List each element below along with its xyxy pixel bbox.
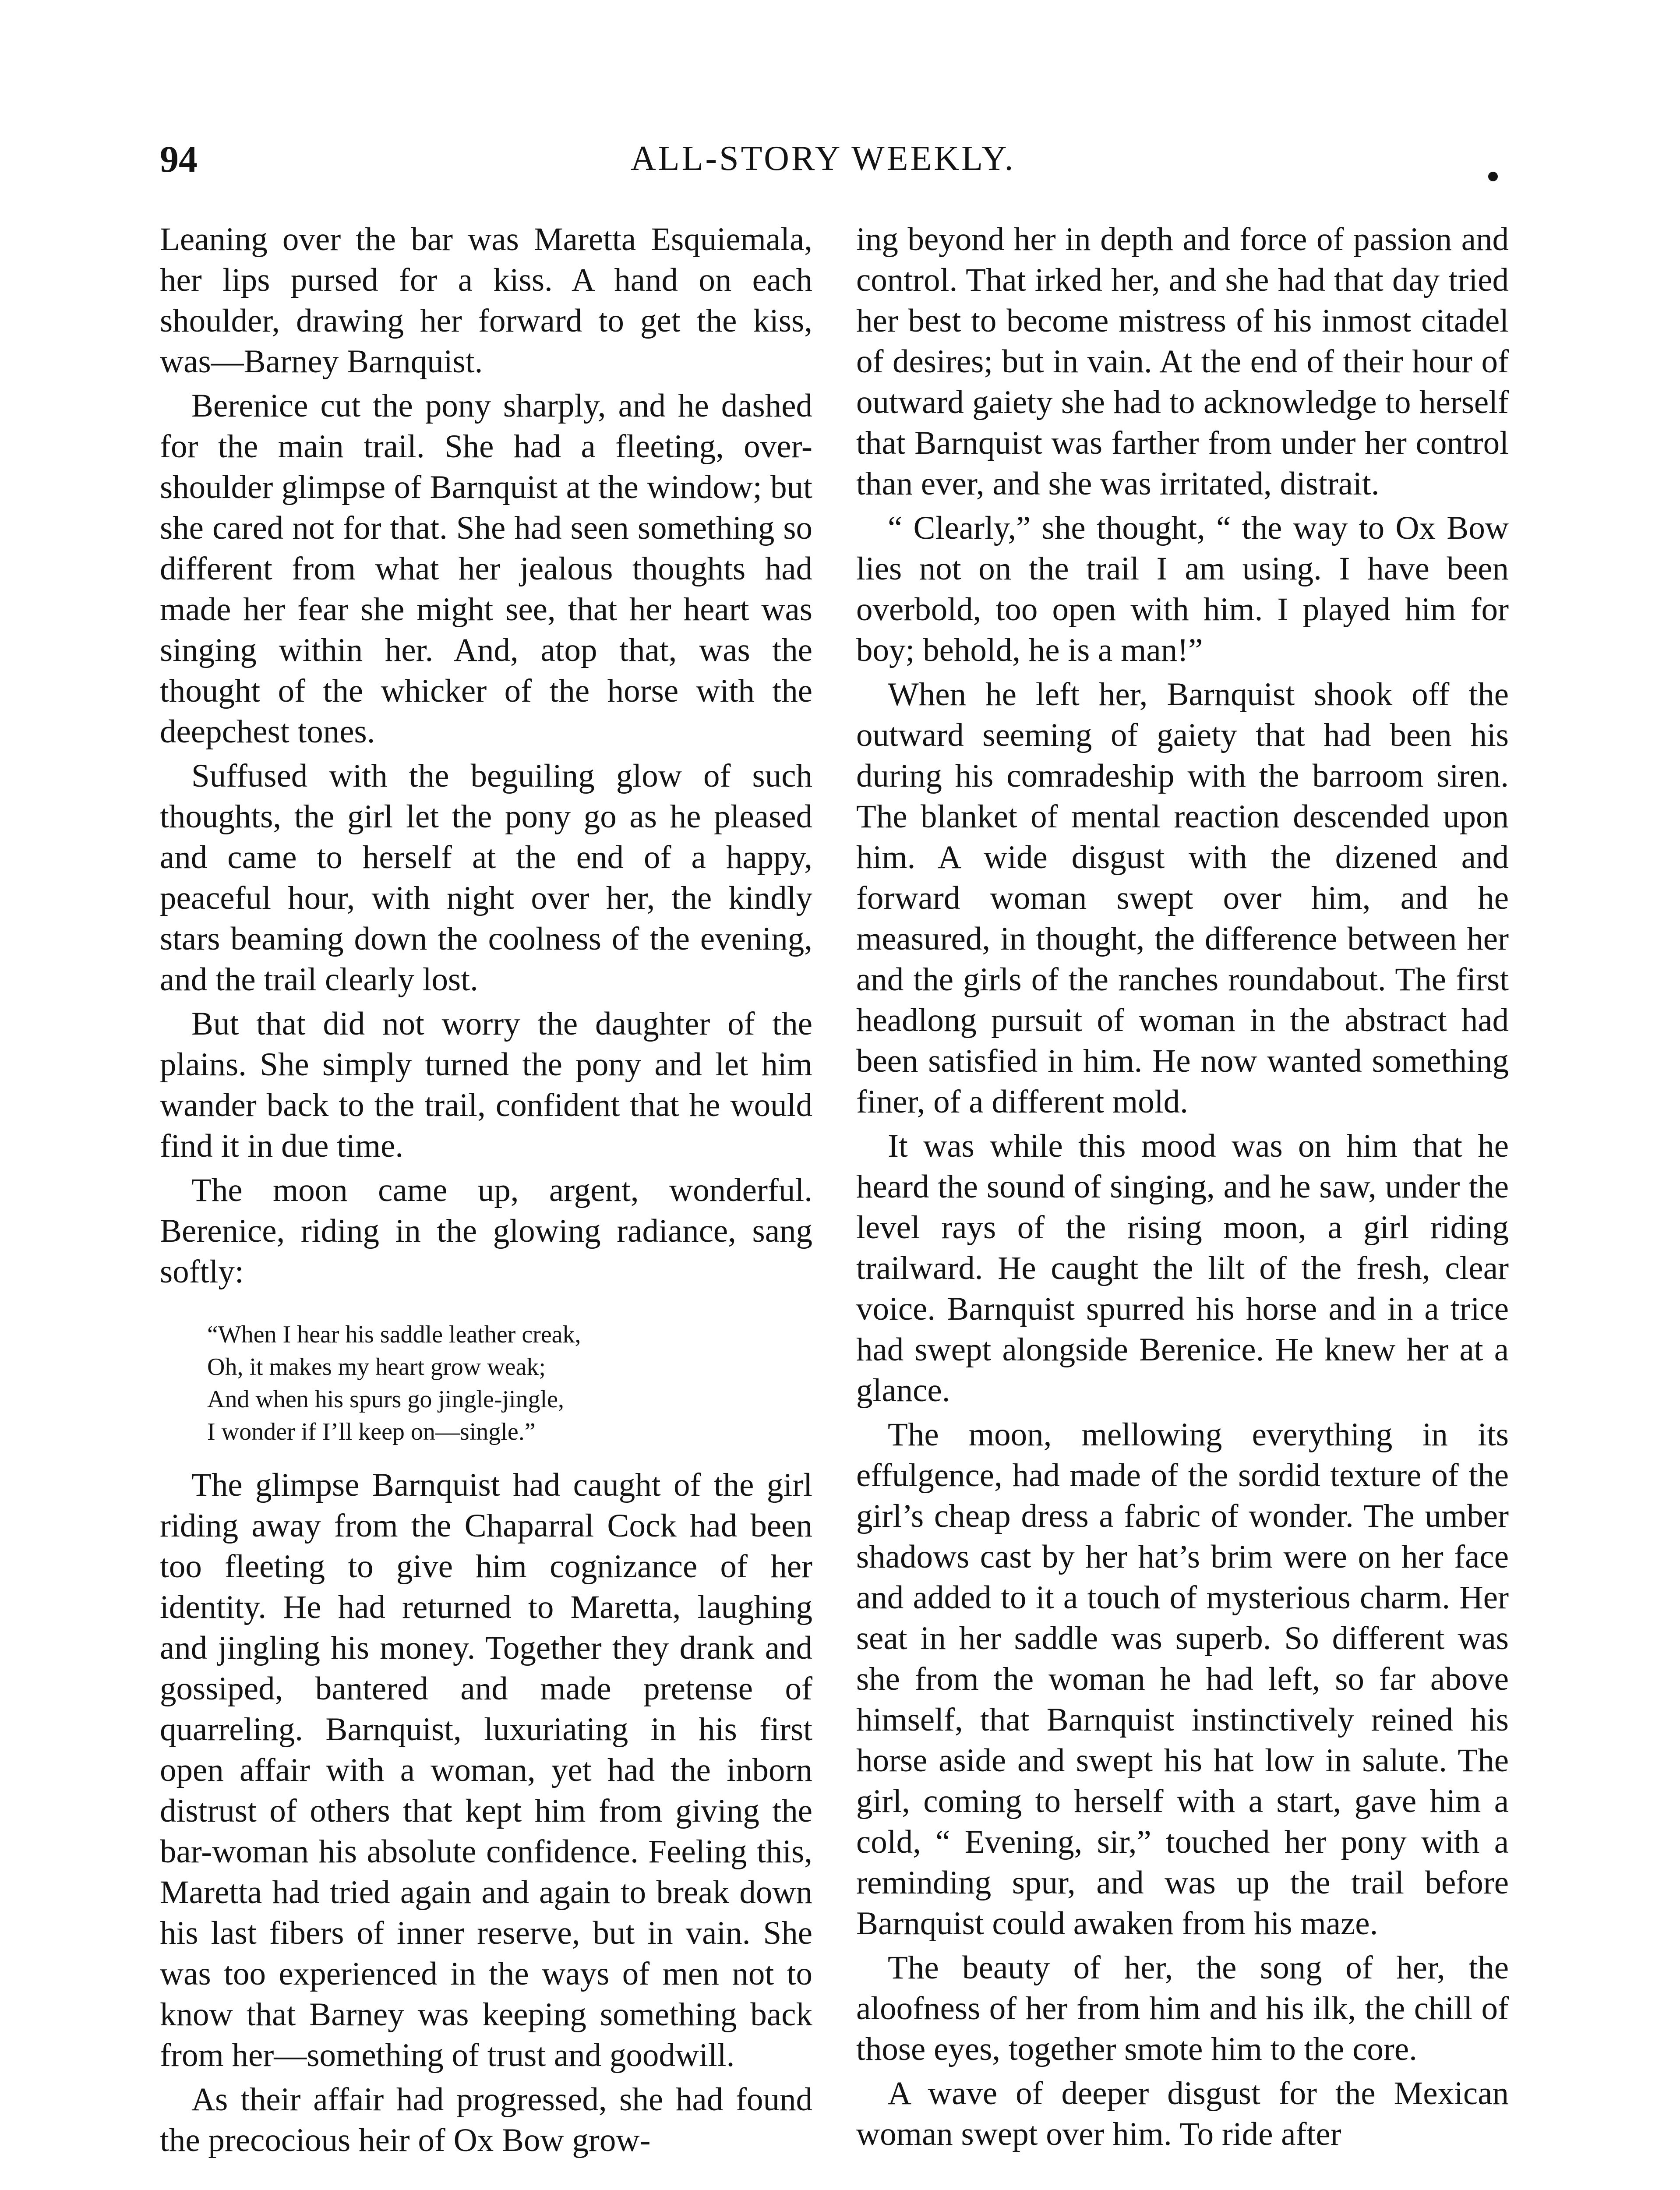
song-line: “When I hear his saddle leather creak, bbox=[207, 1321, 581, 1348]
song-verse bbox=[207, 1318, 812, 1448]
paragraph: But that did not worry the daughter of the plains. She simply turned the pony and let him wander back to the trail, confident that he would find it in due time. bbox=[160, 1006, 812, 1164]
right-column bbox=[856, 219, 1509, 2155]
song-line: I wonder if I’ll keep on—single.” bbox=[207, 1418, 536, 1445]
paragraph: Leaning over the bar was Maretta Esquiemala, her lips pursed for a kiss. A hand on each shoulder, drawing her forward to get the kiss, was—Barney Barnquist. bbox=[160, 221, 812, 380]
paragraph: When he left her, Barnquist shook off the outward seeming of gaiety that had been his during his comradeship with the barroom siren. The blanket of mental reaction descended upon him. A wide disgust with the dizened and forward woman swept over him, and he measured, in thought, the difference between her and the girls of the ranches roundabout. The first headlong pursuit of woman in the abstract had been satisfied in him. He now wanted something finer, of a different mold. bbox=[856, 676, 1509, 1120]
paragraph: A wave of deeper disgust for the Mexican woman swept over him. To ride after bbox=[856, 2075, 1509, 2152]
paragraph: The glimpse Barnquist had caught of the girl riding away from the Chaparral Cock had been too fleeting to give him cognizance of her identity. He had returned to Maretta, laughing and jingling his money. Together they drank and gossiped, bantered and made pretense of quarreling. Barnquist, luxuriating in his first open affair with a woman, yet had the inborn distrust of others that kept him from giving the bar-woman his absolute confidence. Feeling this, Maretta had tried again and again to break down his last fibers of inner reserve, but in vain. She was too experienced in the ways of men not to know that Barney was keeping something back from her—something of trust and goodwill. bbox=[160, 1467, 812, 2073]
paragraph: It was while this mood was on him that he heard the sound of singing, and he saw, under the level rays of the rising moon, a girl riding trailward. He caught the lilt of the fresh, clear voice. Barnquist spurred his horse and in a trice had swept alongside Berenice. He knew her at a glance. bbox=[856, 1128, 1509, 1409]
running-head: ALL-STORY WEEKLY. bbox=[631, 139, 1016, 178]
paragraph: The moon, mellowing everything in its effulgence, had made of the sordid texture of the girl’s cheap dress a fabric of wonder. The umber shadows cast by her hat’s brim were on her face and added to it a touch of mysterious charm. Her seat in her saddle was superb. So different was she from the woman he had left, so far above himself, that Barnquist instinctively reined his horse aside and swept his hat low in salute. The girl, coming to herself with a start, gave him a cold, “ Evening, sir,” touched her pony with a reminding spur, and was up the trail before Barnquist could awaken from his maze. bbox=[856, 1416, 1509, 1942]
paragraph: ing beyond her in depth and force of passion and control. That irked her, and she had that day tried her best to become mistress of his inmost citadel of desires; but in vain. At the end of their hour of outward gaiety she had to acknowledge to herself that Barnquist was farther from under her control than ever, and she was irritated, distrait. bbox=[856, 221, 1509, 502]
paragraph: The beauty of her, the song of her, the aloofness of her from him and his ilk, the chill of those eyes, together smote him to the core. bbox=[856, 1950, 1509, 2067]
paragraph: Berenice cut the pony sharply, and he dashed for the main trail. She had a fleeting, over-shoulder glimpse of Barnquist at the window; but she cared not for that. She had seen something so different from what her jealous thoughts had made her fear she might see, that her heart was singing within her. And, atop that, was the thought of the whicker of the horse with the deepchest tones. bbox=[160, 388, 812, 750]
paragraph: As their affair had progressed, she had found the precocious heir of Ox Bow grow- bbox=[160, 2081, 812, 2158]
paragraph: “ Clearly,” she thought, “ the way to Ox Bow lies not on the trail I am using. I have been overbold, too open with him. I played him for boy; behold, he is a man!” bbox=[856, 510, 1509, 668]
page-number: 94 bbox=[160, 138, 198, 180]
song-line: Oh, it makes my heart grow weak; bbox=[207, 1353, 546, 1381]
ornament-dot bbox=[1488, 172, 1498, 181]
paragraph: Suffused with the beguiling glow of such thoughts, the girl let the pony go as he pleased and came to herself at the end of a happy, peaceful hour, with night over her, the kindly stars beaming down the coolness of the evening, and the trail clearly lost. bbox=[160, 758, 812, 998]
left-column bbox=[160, 219, 812, 2161]
song-line: And when his spurs go jingle-jingle, bbox=[207, 1386, 565, 1413]
paragraph: The moon came up, argent, wonderful. Berenice, riding in the glowing radiance, sang softly: bbox=[160, 1172, 812, 1290]
